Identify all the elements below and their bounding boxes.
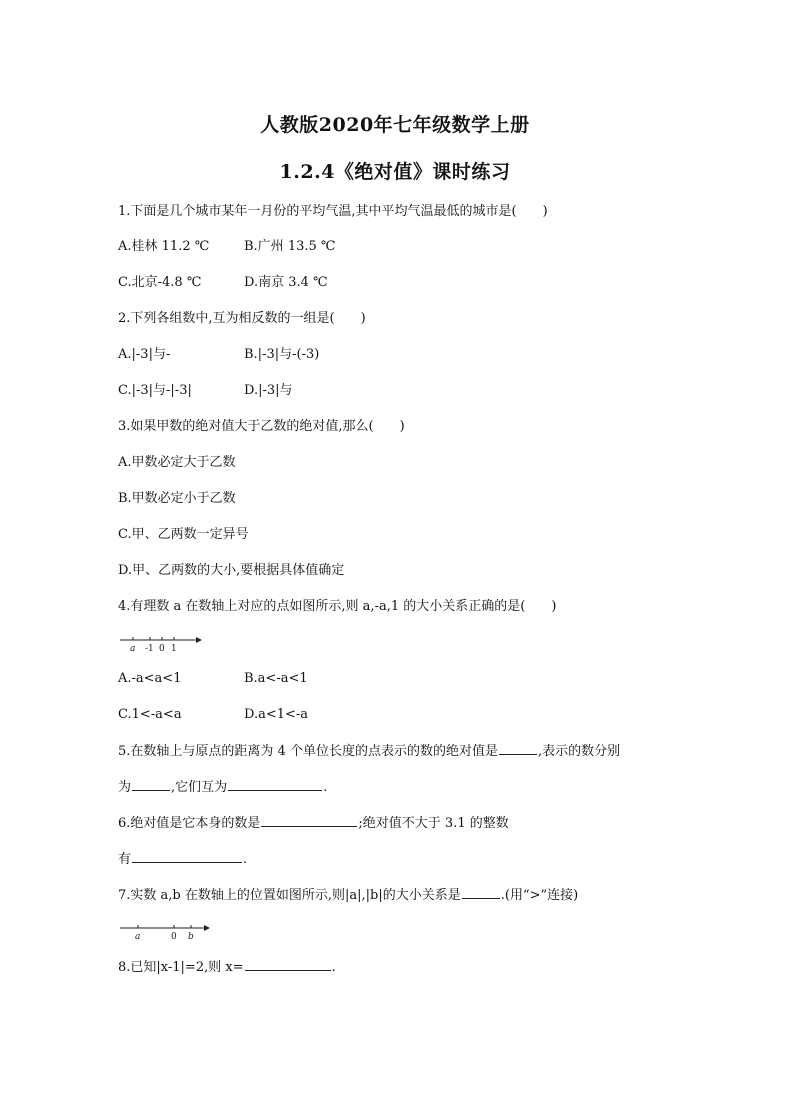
- question-3-option-d: D.甲、乙两数的大小,要根据具体值确定: [118, 563, 345, 578]
- question-5-line-2: [118, 778, 327, 797]
- answer-blank[interactable]: [499, 742, 537, 755]
- question-2-option-c: C.|-3|与-|-3|: [118, 383, 192, 398]
- question-7-text-2: .(用“>”连接): [500, 888, 579, 903]
- question-7-number-line: [118, 920, 218, 944]
- question-2-option-a: A.|-3|与-: [118, 347, 171, 362]
- answer-blank[interactable]: [245, 958, 331, 971]
- question-6-line-2: [118, 850, 247, 869]
- document-title: 人教版2020年七年级数学上册: [260, 114, 530, 136]
- question-4-stem: 4.有理数 a 在数轴上对应的点如图所示,则 a,-a,1 的大小关系正确的是( ): [118, 599, 557, 614]
- question-4-number-line: [118, 632, 208, 656]
- axis-arrow-icon: [196, 637, 202, 643]
- question-6-text-3: 有: [118, 852, 132, 867]
- axis-label-minus-1: -1: [145, 644, 154, 654]
- axis-label-0: 0: [159, 644, 165, 654]
- question-5-text-4: ,它们互为: [171, 780, 228, 795]
- question-7-text-1: 7.实数 a,b 在数轴上的位置如图所示,则|a|,|b|的大小关系是: [118, 888, 461, 903]
- question-3-option-a: A.甲数必定大于乙数: [118, 455, 236, 470]
- question-5-text-5: .: [323, 780, 328, 795]
- axis-label-b: b: [188, 932, 194, 942]
- question-4-option-c: C.1<-a<a: [118, 707, 182, 722]
- question-1-option-c: C.北京-4.8 ℃: [118, 275, 202, 290]
- axis-label-1: 1: [171, 644, 177, 654]
- question-6-text-4: .: [243, 852, 248, 867]
- answer-blank[interactable]: [261, 814, 357, 827]
- answer-blank[interactable]: [132, 850, 242, 863]
- question-4-option-a: A.-a<a<1: [118, 671, 182, 686]
- question-1-stem: 1.下面是几个城市某年一月份的平均气温,其中平均气温最低的城市是( ): [118, 204, 548, 219]
- answer-blank[interactable]: [462, 886, 500, 899]
- question-4-option-d: D.a<1<-a: [244, 707, 309, 722]
- question-3-option-c: C.甲、乙两数一定异号: [118, 527, 249, 542]
- question-6-line-1: [118, 814, 509, 833]
- question-2-option-b: B.|-3|与-(-3): [244, 347, 320, 362]
- question-4-option-b: B.a<-a<1: [244, 671, 308, 686]
- question-1-option-b: B.广州 13.5 ℃: [244, 239, 336, 254]
- question-6-text-1: 6.绝对值是它本身的数是: [118, 816, 261, 831]
- question-2-option-d: D.|-3|与: [244, 383, 293, 398]
- answer-blank[interactable]: [132, 778, 170, 791]
- document-subtitle: 1.2.4《绝对值》课时练习: [279, 161, 511, 183]
- question-2-stem: 2.下列各组数中,互为相反数的一组是( ): [118, 311, 366, 326]
- answer-blank[interactable]: [228, 778, 322, 791]
- question-1-option-d: D.南京 3.4 ℃: [244, 275, 328, 290]
- question-1-option-a: A.桂林 11.2 ℃: [118, 239, 210, 254]
- axis-label-a: a: [130, 644, 136, 654]
- axis-label-0: 0: [171, 932, 177, 942]
- question-3-option-b: B.甲数必定小于乙数: [118, 491, 236, 506]
- question-5-text-2: ,表示的数分别: [537, 744, 621, 759]
- question-8-text-1: 8.已知|x-1|=2,则 x=: [118, 960, 244, 975]
- question-6-text-2: ;绝对值不大于 3.1 的整数: [358, 816, 509, 831]
- question-3-stem: 3.如果甲数的绝对值大于乙数的绝对值,那么( ): [118, 419, 405, 434]
- question-5-line-1: [118, 742, 620, 761]
- axis-label-a: a: [135, 932, 141, 942]
- question-8-line: [118, 958, 336, 977]
- question-5-text-3: 为: [118, 780, 132, 795]
- question-7-line: [118, 886, 578, 905]
- question-5-text-1: 5.在数轴上与原点的距离为 4 个单位长度的点表示的数的绝对值是: [118, 744, 498, 759]
- axis-arrow-icon: [204, 925, 210, 931]
- question-8-text-2: .: [331, 960, 336, 975]
